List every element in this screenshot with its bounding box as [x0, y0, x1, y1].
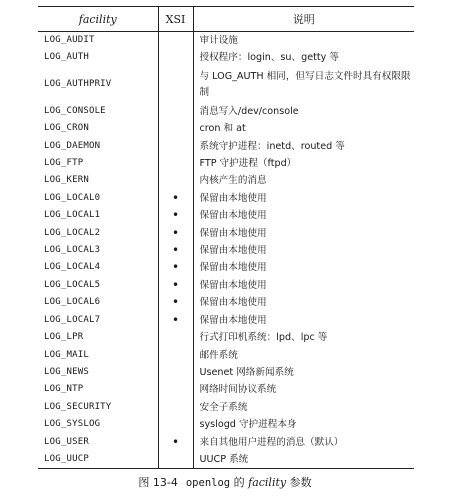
xsi-marker — [158, 120, 193, 137]
facility-description: UUCP 系统 — [193, 451, 414, 469]
caption-param: facility — [248, 476, 287, 489]
facility-name: LOG_LOCAL7 — [44, 314, 101, 325]
table-row — [38, 347, 414, 364]
table-row — [38, 190, 414, 207]
caption-middle: 的 — [230, 476, 249, 489]
table-row — [38, 434, 414, 451]
facility-description: 消息写入/dev/console — [193, 103, 414, 120]
xsi-marker: • — [158, 434, 193, 451]
table-row — [38, 329, 414, 346]
xsi-marker — [158, 399, 193, 416]
figure-caption — [0, 474, 450, 490]
facility-name: LOG_SYSLOG — [44, 419, 101, 430]
facility-description: 保留由本地使用 — [193, 294, 414, 311]
facility-table-container — [38, 6, 414, 469]
facility-description: FTP 守护进程（ftpd） — [193, 155, 414, 172]
table-row — [38, 103, 414, 120]
xsi-marker — [158, 347, 193, 364]
facility-description: 行式打印机系统：lpd、lpc 等 — [193, 329, 414, 346]
xsi-marker: • — [158, 312, 193, 329]
facility-name: LOG_LOCAL0 — [44, 192, 101, 203]
xsi-marker: • — [158, 242, 193, 259]
facility-name: LOG_UUCP — [44, 453, 89, 464]
facility-name: LOG_DAEMON — [44, 140, 101, 151]
table-row — [38, 364, 414, 381]
facility-description: 保留由本地使用 — [193, 207, 414, 224]
xsi-marker — [158, 364, 193, 381]
facility-name: LOG_LPR — [44, 332, 84, 343]
xsi-marker — [158, 416, 193, 433]
table-row — [38, 399, 414, 416]
table-row — [38, 294, 414, 311]
facility-description: 来自其他用户进程的消息（默认） — [193, 434, 414, 451]
table-row — [38, 49, 414, 66]
xsi-marker — [158, 172, 193, 189]
xsi-marker — [158, 329, 193, 346]
facility-name: LOG_FTP — [44, 158, 84, 169]
xsi-marker — [158, 155, 193, 172]
facility-description: 保留由本地使用 — [193, 242, 414, 259]
table-row — [38, 120, 414, 137]
facility-description: cron 和 at — [193, 120, 414, 137]
table-row — [38, 259, 414, 276]
caption-label: 图 13-4 — [138, 476, 178, 489]
xsi-marker: • — [158, 259, 193, 276]
xsi-marker — [158, 32, 193, 50]
xsi-marker: • — [158, 190, 193, 207]
table-row — [38, 242, 414, 259]
caption-function-name: openlog — [185, 477, 231, 489]
xsi-marker: • — [158, 277, 193, 294]
header-facility: facility — [38, 7, 158, 32]
facility-name: LOG_LOCAL1 — [44, 210, 101, 221]
xsi-marker — [158, 451, 193, 469]
facility-description: 内核产生的消息 — [193, 172, 414, 189]
facility-description: 与 LOG_AUTH 相同，但写日志文件时具有权限限制 — [193, 67, 414, 103]
facility-name: LOG_SECURITY — [44, 401, 112, 412]
xsi-marker — [158, 67, 193, 103]
table-header-row — [38, 7, 414, 32]
facility-description: 网络时间协议系统 — [193, 381, 414, 398]
facility-table — [38, 6, 414, 469]
facility-name: LOG_USER — [44, 436, 89, 447]
facility-name: LOG_NTP — [44, 384, 84, 395]
facility-description: 系统守护进程：inetd、routed 等 — [193, 138, 414, 155]
facility-name: LOG_LOCAL2 — [44, 227, 101, 238]
facility-name: LOG_LOCAL4 — [44, 262, 101, 273]
facility-description: Usenet 网络新闻系统 — [193, 364, 414, 381]
table-row — [38, 155, 414, 172]
table-row — [38, 381, 414, 398]
facility-description: 邮件系统 — [193, 347, 414, 364]
facility-description: 授权程序：login、su、getty 等 — [193, 49, 414, 66]
facility-description: 安全子系统 — [193, 399, 414, 416]
xsi-marker: • — [158, 225, 193, 242]
facility-name: LOG_AUDIT — [44, 35, 95, 45]
facility-name: LOG_LOCAL5 — [44, 279, 101, 290]
xsi-marker — [158, 138, 193, 155]
facility-description: 保留由本地使用 — [193, 312, 414, 329]
table-row — [38, 172, 414, 189]
caption-suffix: 参数 — [286, 476, 312, 489]
table-row — [38, 225, 414, 242]
header-description: 说明 — [193, 7, 414, 32]
facility-description: 保留由本地使用 — [193, 190, 414, 207]
facility-name: LOG_AUTHPRIV — [44, 79, 112, 90]
facility-name: LOG_NEWS — [44, 366, 89, 377]
table-row — [38, 138, 414, 155]
facility-description: 保留由本地使用 — [193, 225, 414, 242]
facility-description: syslogd 守护进程本身 — [193, 416, 414, 433]
table-row — [38, 277, 414, 294]
facility-name: LOG_CRON — [44, 123, 89, 134]
table-body — [38, 32, 414, 469]
xsi-marker — [158, 103, 193, 120]
facility-description: 保留由本地使用 — [193, 259, 414, 276]
facility-name: LOG_MAIL — [44, 349, 89, 360]
table-row — [38, 416, 414, 433]
header-xsi: XSI — [158, 7, 193, 32]
facility-description: 审计设施 — [193, 32, 414, 50]
table-row — [38, 312, 414, 329]
facility-name: LOG_LOCAL3 — [44, 245, 101, 256]
table-row — [38, 207, 414, 224]
facility-name: LOG_LOCAL6 — [44, 297, 101, 308]
xsi-marker — [158, 49, 193, 66]
table-row — [38, 67, 414, 103]
facility-name: LOG_CONSOLE — [44, 105, 106, 116]
table-row — [38, 32, 414, 50]
facility-name: LOG_AUTH — [44, 52, 89, 63]
xsi-marker: • — [158, 207, 193, 224]
xsi-marker: • — [158, 294, 193, 311]
facility-description: 保留由本地使用 — [193, 277, 414, 294]
xsi-marker — [158, 381, 193, 398]
table-row — [38, 451, 414, 469]
facility-name: LOG_KERN — [44, 175, 89, 186]
